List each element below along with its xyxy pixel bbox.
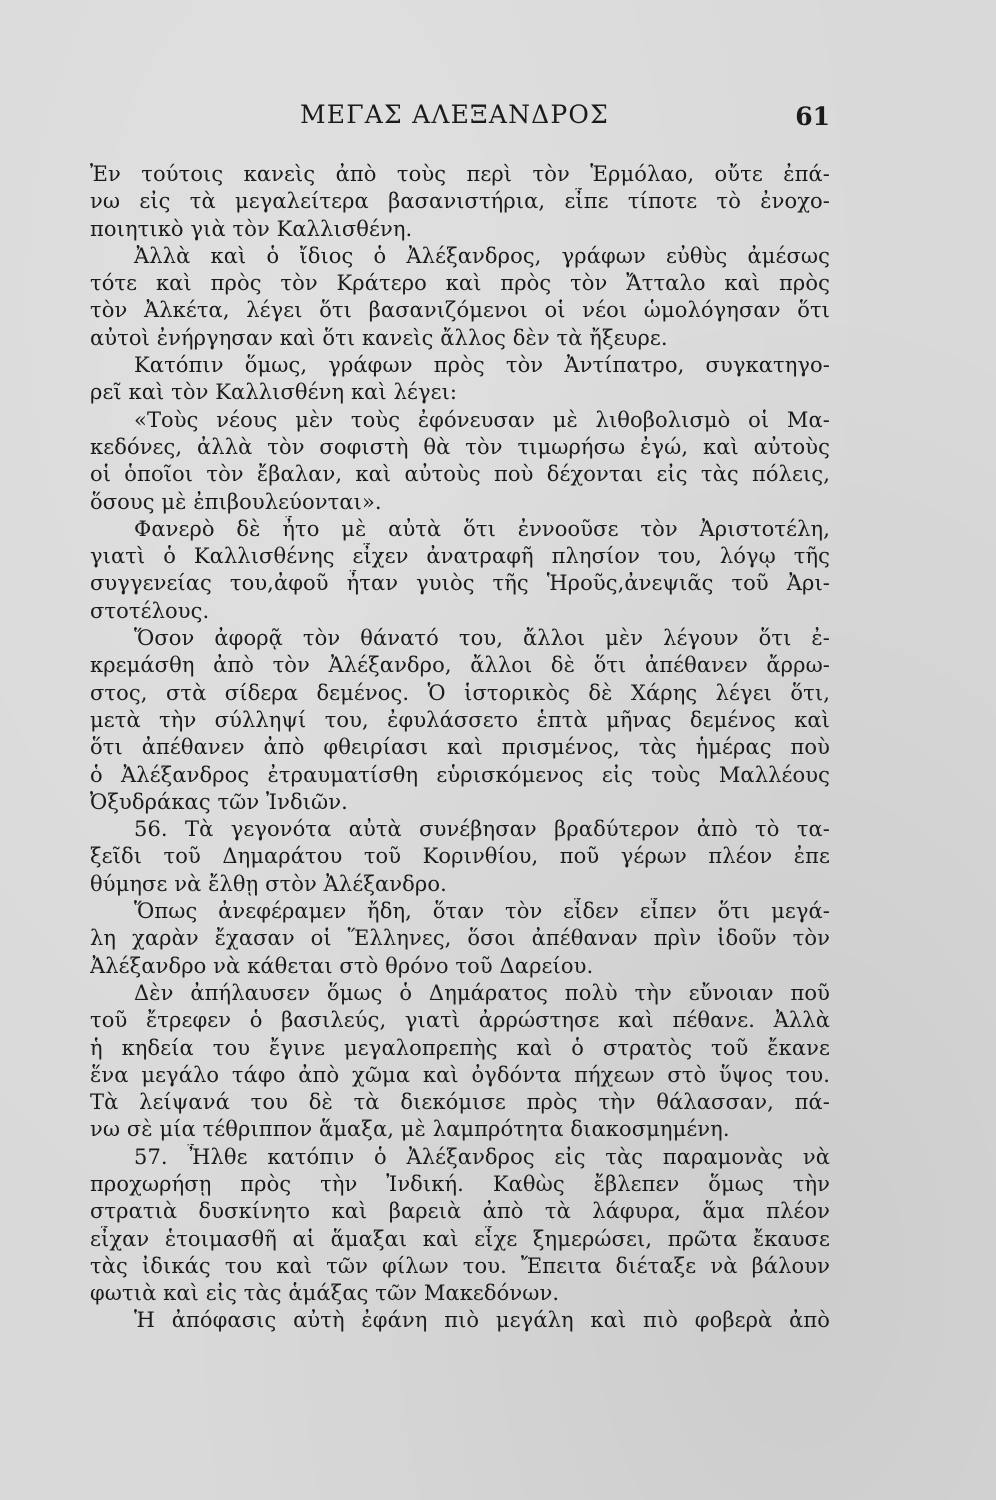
text-line: προχωρήσῃ πρὸς τὴν Ἰνδική. Καθὼς ἔβλεπεν ὅμως τὴν bbox=[90, 1171, 830, 1196]
text-line: αὐτοὶ ἐνήργησαν καὶ ὅτι κανεὶς ἄλλος δὲν τὰ ἤξευρε. bbox=[90, 325, 668, 350]
text-line: στος, στὰ σίδερα δεμένος. Ὁ ἱστορικὸς δὲ Χάρης λέγει ὅτι, bbox=[90, 680, 830, 705]
text-line: τὰς ἰδικάς του καὶ τῶν φίλων του. Ἔπειτα διέταξε νὰ βάλουν bbox=[90, 1253, 830, 1278]
text-line: ὁ Ἀλέξανδρος ἐτραυματίσθη εὑρισκόμενος εἰς τοὺς Μαλλέους bbox=[90, 762, 830, 787]
text-line: κεδόνες, ἀλλὰ τὸν σοφιστὴ θὰ τὸν τιμωρήσω ἐγώ, καὶ αὐτοὺς bbox=[90, 434, 830, 459]
text-line: ποιητικὸ γιὰ τὸν Καλλισθένη. bbox=[90, 216, 413, 241]
text-line: λη χαρὰν ἔχασαν οἱ Ἕλληνες, ὅσοι ἀπέθαναν πρὶν ἰδοῦν τὸν bbox=[90, 926, 830, 951]
text-line: Ἐν τούτοις κανεὶς ἀπὸ τοὺς περὶ τὸν Ἑρμόλαο, οὔτε ἐπά- bbox=[90, 162, 830, 186]
text-line: συγγενείας του,ἀφοῦ ἦταν γυιὸς τῆς Ἡροῦς,ἀνεψιᾶς τοῦ Ἀρι- bbox=[90, 571, 830, 596]
text-line: τότε καὶ πρὸς τὸν Κράτερο καὶ πρὸς τὸν Ἄτταλο καὶ πρὸς bbox=[90, 271, 830, 296]
text-line: τὸν Ἀλκέτα, λέγει ὅτι βασανιζόμενοι οἱ νέοι ὡμολόγησαν ὅτι bbox=[90, 298, 830, 323]
text-line: Δὲν ἀπήλαυσεν ὅμως ὁ Δημάρατος πολὺ τὴν εὔνοιαν ποῦ bbox=[134, 980, 830, 1005]
text-line: τοῦ ἔτρεφεν ὁ βασιλεύς, γιατὶ ἀρρώστησε καὶ πέθανε. Ἀλλὰ bbox=[90, 1008, 830, 1033]
text-line: Κατόπιν ὅμως, γράφων πρὸς τὸν Ἀντίπατρο, συγκατηγο- bbox=[134, 353, 830, 378]
text-line: Ὅσον ἀφορᾷ τὸν θάνατό του, ἄλλοι μὲν λέγουν ὅτι ἐ- bbox=[134, 626, 830, 651]
text-line: νω εἰς τὰ μεγαλείτερα βασανιστήρια, εἶπε τίποτε τὸ ἐνοχο- bbox=[90, 189, 830, 214]
text-line: οἱ ὁποῖοι τὸν ἔβαλαν, καὶ αὐτοὺς ποὺ δέχονται εἰς τὰς πόλεις, bbox=[90, 462, 830, 487]
text-line: 57. Ἦλθε κατόπιν ὁ Ἀλέξανδρος εἰς τὰς παραμονὰς νὰ bbox=[134, 1144, 830, 1169]
text-line: φωτιὰ καὶ εἰς τὰς ἁμάξας τῶν Μακεδόνων. bbox=[90, 1281, 560, 1306]
text-line: νω σὲ μία τέθριππον ἅμαξα, μὲ λαμπρότητα διακοσμημένη. bbox=[90, 1117, 730, 1142]
page-header bbox=[90, 100, 830, 140]
text-line: 56. Τὰ γεγονότα αὐτὰ συνέβησαν βραδύτερον ἀπὸ τὸ τα- bbox=[134, 817, 830, 842]
text-line: μετὰ τὴν σύλληψί του, ἐφυλάσσετο ἑπτὰ μῆνας δεμένος καὶ bbox=[90, 707, 830, 732]
body-text bbox=[90, 161, 830, 1335]
text-line: στρατιὰ δυσκίνητο καὶ βαρειὰ ἀπὸ τὰ λάφυρα, ἅμα πλέον bbox=[90, 1199, 830, 1224]
text-line: Ἀλλὰ καὶ ὁ ἴδιος ὁ Ἀλέξανδρος, γράφων εὐθὺς ἀμέσως bbox=[134, 243, 830, 268]
running-title: ΜΕΓΑΣ ΑΛΕΞΑΝΔΡΟΣ bbox=[300, 100, 609, 129]
text-line: ὅτι ἀπέθανεν ἀπὸ φθειρίασι καὶ πρισμένος, τὰς ἡμέρας ποὺ bbox=[90, 735, 830, 760]
text-line: εἶχαν ἑτοιμασθῆ αἱ ἅμαξαι καὶ εἶχε ξημερώσει, πρῶτα ἔκαυσε bbox=[90, 1226, 830, 1251]
text-line: Ἡ ἀπόφασις αὐτὴ ἐφάνη πιὸ μεγάλη καὶ πιὸ φοβερὰ ἀπὸ bbox=[134, 1308, 830, 1333]
text-line: στοτέλους. bbox=[90, 598, 210, 623]
text-line: «Τοὺς νέους μὲν τοὺς ἐφόνευσαν μὲ λιθοβολισμὸ οἱ Μα- bbox=[134, 407, 830, 432]
page-number: 61 bbox=[795, 102, 830, 131]
text-line: ὅσους μὲ ἐπιβουλεύονται». bbox=[90, 489, 382, 514]
text-line: ρεῖ καὶ τὸν Καλλισθένη καὶ λέγει: bbox=[90, 380, 458, 405]
text-line: γιατὶ ὁ Καλλισθένης εἶχεν ἀνατραφῆ πλησίον του, λόγῳ τῆς bbox=[90, 544, 830, 569]
text-line: θύμησε νὰ ἔλθῃ στὸν Ἀλέξανδρο. bbox=[90, 871, 447, 896]
text-line: Φανερὸ δὲ ἦτο μὲ αὐτὰ ὅτι ἐννοοῦσε τὸν Ἀριστοτέλη, bbox=[134, 516, 830, 541]
text-line: ἡ κηδεία του ἔγινε μεγαλοπρεπὴς καὶ ὁ στρατὸς τοῦ ἔκανε bbox=[90, 1035, 830, 1060]
text-line: Ὀξυδράκας τῶν Ἰνδιῶν. bbox=[90, 789, 348, 814]
text-line: Τὰ λείψανά του δὲ τὰ διεκόμισε πρὸς τὴν θάλασσαν, πά- bbox=[90, 1090, 830, 1115]
text-line: ἕνα μεγάλο τάφο ἀπὸ χῶμα καὶ ὀγδόντα πήχεων στὸ ὕψος του. bbox=[90, 1062, 830, 1087]
text-line: Ὅπως ἀνεφέραμεν ἤδη, ὅταν τὸν εἶδεν εἶπεν ὅτι μεγά- bbox=[134, 899, 830, 924]
text-line: κρεμάσθη ἀπὸ τὸν Ἀλέξανδρο, ἄλλοι δὲ ὅτι ἀπέθανεν ἄρρω- bbox=[90, 653, 830, 678]
text-line: ξεῖδι τοῦ Δημαράτου τοῦ Κορινθίου, ποῦ γέρων πλέον ἐπε bbox=[90, 844, 830, 869]
text-line: Ἀλέξανδρο νὰ κάθεται στὸ θρόνο τοῦ Δαρείου. bbox=[90, 953, 594, 978]
